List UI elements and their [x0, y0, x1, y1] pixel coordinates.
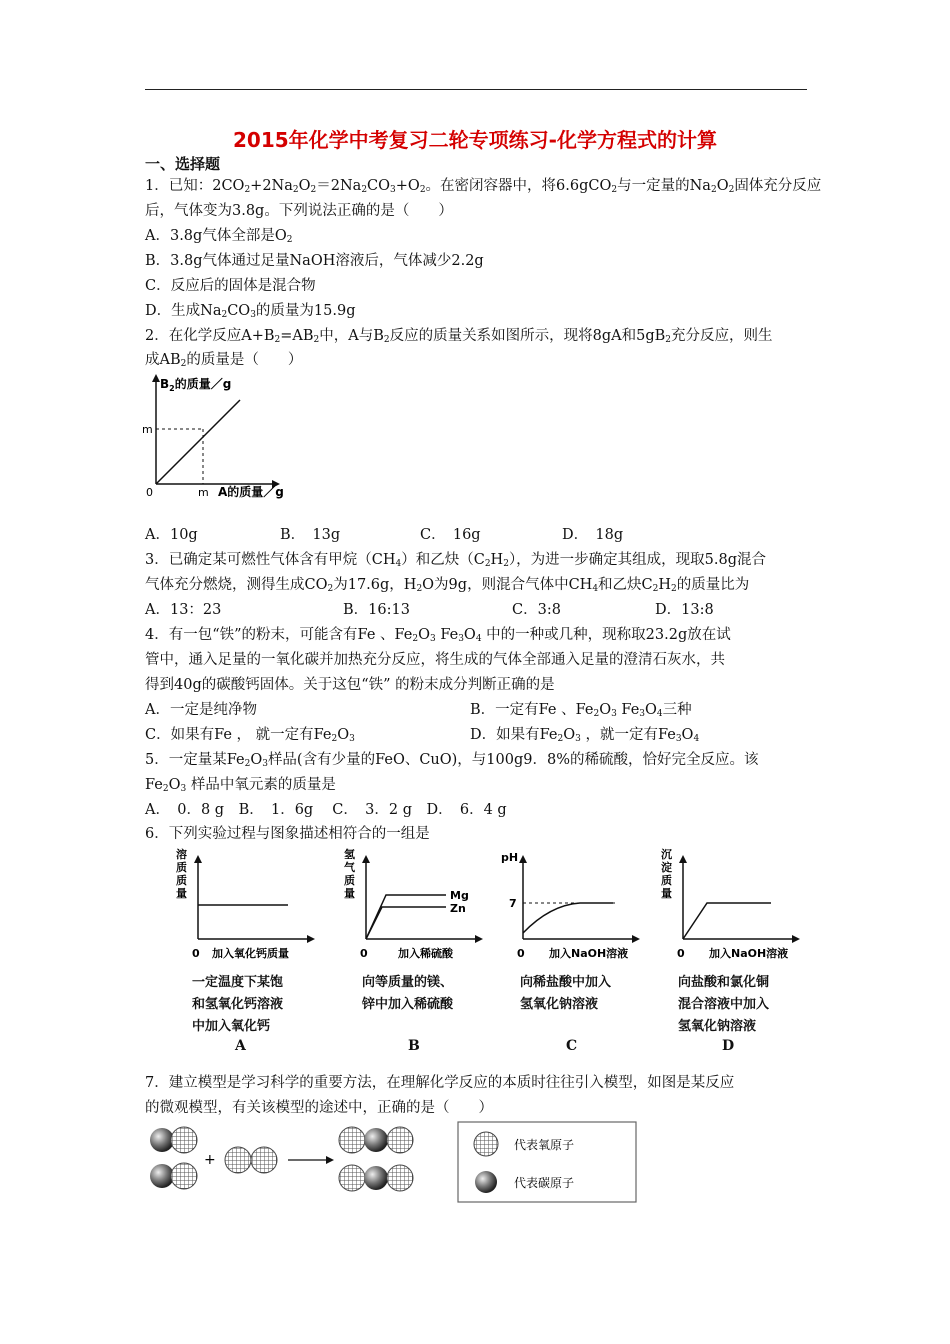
q3-option-a: A．13：23 [145, 602, 222, 618]
legend-oxygen: 代表氧原子 [514, 1138, 575, 1152]
q2-y-axis-label: $B_2$的质量／g [160, 377, 232, 393]
q1-option-b: B．3.8g气体通过足量NaOH溶液后，气体减少2.2g [145, 253, 484, 269]
q4-option-d: D．如果有$Fe_2O_3$ ，就一定有$Fe_3O_4$ [470, 727, 700, 744]
co-molecule-1 [150, 1127, 197, 1153]
q1-stem-line1: 1．已知：$2CO_2+2Na_2O_2=2Na_2CO_3+O_2$。在密闭容器中，将6.6gCO$_2$与一定量的$Na_2O_2$固体充分反应 [145, 178, 822, 195]
header-rule [145, 89, 807, 90]
q2-option-a: A．10g [145, 527, 198, 543]
q4-stem-line3: 得到40g的碳酸钙固体。关于这包“铁” 的粉末成分判断正确的是 [145, 677, 555, 693]
q6d-ylabel-3: 质 [661, 874, 672, 887]
q6a-caption: 一定温度下某饱 和氢氧化钙溶液 中加入氧化钙 [192, 975, 284, 1034]
q6-graph-d [655, 845, 805, 960]
q6a-zero: 0 [192, 947, 200, 960]
q6d-ylabel-4: 量 [661, 887, 672, 900]
q6b-zero: 0 [360, 947, 368, 960]
q6a-ylabel-4: 量 [176, 887, 187, 900]
q6d-ylabel-1: 沉 [661, 848, 672, 861]
section-heading: 一、选择题 [145, 155, 221, 173]
q6-stem: 6．下列实验过程与图象描述相符合的一组是 [145, 826, 430, 842]
q6b-ylabel-1: 氢 [344, 848, 355, 861]
q6b-series-mg: Mg [450, 889, 469, 902]
q6-graph-c [495, 845, 645, 960]
oxygen-atom-icon [474, 1132, 498, 1156]
co2-molecule-2 [339, 1165, 413, 1191]
carbon-atom-icon [475, 1171, 497, 1193]
q2-option-b: B． 13g [280, 527, 341, 543]
q1-option-d: D．生成$Na_2CO_3$的质量为15.9g [145, 303, 356, 320]
q6a-ylabel-1: 溶 [176, 848, 187, 861]
q7-stem-line1: 7．建立模型是学习科学的重要方法，在理解化学反应的本质时往往引入模型，如图是某反应 [145, 1075, 735, 1091]
q6a-letter: A [235, 1038, 246, 1054]
q4-option-b: B．一定有Fe 、$Fe_2O_3$ $Fe_3O_4$三种 [470, 702, 692, 719]
q7-legend [458, 1122, 636, 1202]
co-molecule-2 [150, 1163, 197, 1189]
q4-option-a: A．一定是纯净物 [145, 702, 257, 718]
q3-option-b: B．16:13 [343, 602, 410, 618]
q4-stem-line1: 4．有一包“铁”的粉末，可能含有Fe 、$Fe_2O_3$ $Fe_3O_4$ 中的一种或几种，现称取23.2g放在试 [145, 627, 731, 644]
q6d-zero: 0 [677, 947, 685, 960]
q6d-letter: D [722, 1038, 735, 1054]
q6b-letter: B [408, 1038, 420, 1054]
q4-option-c: C．如果有Fe ， 就一定有$Fe_2O_3$ [145, 727, 355, 744]
q6d-xlabel: 加入NaOH溶液 [709, 947, 789, 960]
q6c-zero: 0 [517, 947, 525, 960]
q6d-ylabel-2: 淀 [661, 861, 672, 874]
q5-options: A． 0．8 g B． 1．6g C． 3．2 g D． 6．4 g [145, 802, 507, 818]
q1-stem-line2: 后，气体变为3.8g。下列说法正确的是（ ） [145, 203, 453, 219]
q6b-ylabel-4: 量 [344, 887, 355, 900]
arrow-icon [326, 1156, 334, 1164]
q7-molecular-model [140, 1120, 640, 1210]
q6c-caption: 向稀盐酸中加入 氢氧化钠溶液 [520, 975, 612, 1012]
q6b-series-zn: Zn [450, 902, 466, 915]
q3-option-d: D．13:8 [655, 602, 714, 618]
q6-graph-b [338, 845, 488, 960]
legend-carbon: 代表碳原子 [514, 1176, 575, 1190]
q2-option-d: D． 18g [562, 527, 624, 543]
q6b-xlabel: 加入稀硫酸 [398, 947, 453, 960]
q6d-caption: 向盐酸和氯化铜 混合溶液中加入 氢氧化钠溶液 [678, 975, 770, 1034]
q6b-ylabel-2: 气 [344, 861, 355, 874]
page-title: 2015年化学中考复习二轮专项练习-化学方程式的计算 [233, 128, 717, 152]
q2-m-label-y: m [142, 423, 153, 436]
co2-molecule-1 [339, 1127, 413, 1153]
q1-option-a: A．3.8g气体全部是$O_2$ [145, 228, 293, 245]
q6c-ylabel: pH [501, 851, 519, 864]
q3-stem-line2: 气体充分燃烧，测得生成$CO_2$为17.6g，$H_2O$为9g，则混合气体中$CH_4$和乙炔$C_2H_2$的质量比为 [145, 577, 750, 594]
q6a-ylabel-3: 质 [176, 874, 187, 887]
q1-option-c: C．反应后的固体是混合物 [145, 278, 316, 294]
q3-option-c: C．3:8 [512, 602, 561, 618]
q6-graph-a [170, 845, 320, 960]
q5-stem-line1: 5．一定量某$Fe_2O_3$样品(含有少量的FeO、CuO)，与100g9．8%的稀硫酸，恰好完全反应。该 [145, 752, 759, 769]
o2-molecule [225, 1147, 277, 1173]
q3-stem-line1: 3．已确定某可燃性气体含有甲烷$(CH_4)$和乙炔$(C_2H_2)$，为进一步确定其组成，现取5.8g混合 [145, 552, 767, 569]
q2-mass-graph [140, 372, 320, 507]
q2-stem-line1: 2．在化学反应$A+B_2=AB_2$中，A与$B_2$反应的质量关系如图所示，现将8gA和$5gB_2$充分反应，则生 [145, 328, 773, 345]
q6b-caption: 向等质量的镁、 锌中加入稀硫酸 [362, 975, 454, 1012]
q7-stem-line2: 的微观模型，有关该模型的途述中，正确的是（ ） [145, 1100, 493, 1116]
q6a-ylabel-2: 质 [176, 861, 187, 874]
q2-x-axis-label: A的质量／g [218, 485, 284, 499]
q6a-xlabel: 加入氧化钙质量 [212, 947, 289, 960]
q6c-mark-7: 7 [509, 897, 517, 910]
q4-stem-line2: 管中，通入足量的一氧化碳并加热充分反应，将生成的气体全部通入足量的澄清石灰水，共 [145, 652, 725, 668]
q2-m-label-x: m [198, 486, 209, 499]
q2-stem-line2: 成$AB_2$的质量是（ ） [145, 352, 303, 369]
plus-sign: + [204, 1152, 216, 1168]
q6c-letter: C [566, 1038, 578, 1054]
q2-origin-label: 0 [146, 486, 153, 499]
q5-stem-line2: $Fe_2O_3$ 样品中氧元素的质量是 [145, 777, 336, 794]
q6c-xlabel: 加入NaOH溶液 [549, 947, 629, 960]
q2-option-c: C． 16g [420, 527, 481, 543]
q6b-ylabel-3: 质 [344, 874, 355, 887]
